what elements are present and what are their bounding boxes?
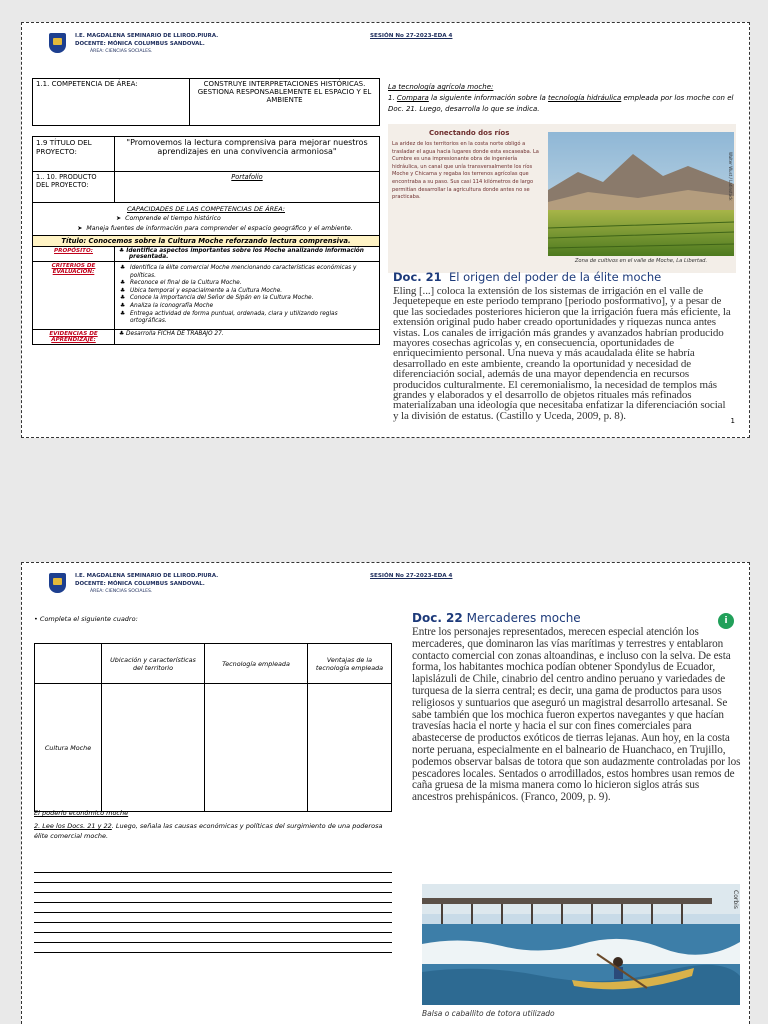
col-header-location: Ubicación y características del territorio xyxy=(102,644,205,684)
doc-21 xyxy=(393,271,733,421)
info-box-rivers xyxy=(388,124,736,273)
instruction-1: 1. Compara la siguiente información sobre la tecnología hidráulica empleada por los moche con el Doc. 21. Luego, desarrolla lo que se indica. xyxy=(388,94,734,113)
section-title-2: El poderío económico moche xyxy=(34,809,129,817)
criteria-cell xyxy=(115,262,380,330)
page-number: 1 xyxy=(730,417,735,425)
totora-boat-photo xyxy=(422,884,740,1005)
competence-table xyxy=(32,78,380,126)
capacity-1: ➤ Comprende el tiempo histórico xyxy=(116,215,221,222)
doc21-heading: Doc. 21 El origen del poder de la élite moche xyxy=(393,270,662,284)
school-crest-icon xyxy=(49,573,66,593)
title-value: "Promovemos la lectura comprensiva para mejorar nuestros aprendizajes en una convivencia armoniosa" xyxy=(115,137,380,172)
cell-technology[interactable] xyxy=(205,684,308,812)
capacity-2: ➤ Maneja fuentes de información para comprender el espacio geográfico y el ambiente. xyxy=(77,225,353,232)
photo-caption: Zona de cultivos en el valle de Moche, La Libertad. xyxy=(574,258,708,264)
school-name: I.E. MAGDALENA SEMINARIO DE LLIROD.PIURA. xyxy=(75,573,219,579)
info-box-text: La aridez de los territorios en la costa norte obligó a trasladar el agua hacia lugares donde esta escaseaba. La Cumbre es una impresionante obra de ingeniería hidráulica, un canal que unía transversalmente los ríos Moche y Chicama y regaba los terrenos agrícolas que encontraba a su paso. Sus casi 114 kilómetros de largo permitían desarrollar la agricultura donde antes no se practicaba. xyxy=(392,141,539,201)
section-1 xyxy=(388,83,738,115)
evidence-value: ♣ Desarrolla FICHA DE TRABAJO 27. xyxy=(115,329,380,344)
criteria-label: CRITERIOS DE EVALUACIÓN: xyxy=(33,262,115,330)
doc-22 xyxy=(412,611,742,804)
criteria-item: ♣ Analiza la iconografía Moche xyxy=(130,303,376,311)
info-badge-icon: i xyxy=(718,613,734,629)
completion-table xyxy=(34,643,392,812)
cell-advantages[interactable] xyxy=(308,684,392,812)
doc22-heading: Doc. 22 Mercaderes moche xyxy=(412,611,581,625)
table-instruction: • Completa el siguiente cuadro: xyxy=(34,615,138,623)
project-table xyxy=(32,136,380,345)
teacher-name: DOCENTE: MÓNICA COLUMBUS SANDOVAL. xyxy=(75,581,205,587)
criteria-item: ♣ Entrega actividad de forma puntual, ordenada, clara y utilizando reglas ortográficas. xyxy=(130,311,376,326)
answer-lines[interactable] xyxy=(34,863,392,953)
moche-valley-photo xyxy=(548,132,734,256)
page-2 xyxy=(21,562,750,1024)
photo-credit-2: Corbis xyxy=(732,890,739,909)
session-code: SESIÓN No 27-2023-EDA 4 xyxy=(370,33,453,39)
criteria-item: ♣ Identifica la élite comercial Moche mencionando características económicas y políticas. xyxy=(130,265,376,280)
criteria-item: ♣ Conoce la importancia del Señor de Sipán en la Cultura Moche. xyxy=(130,295,376,303)
topic-title: Título: Conocemos sobre la Cultura Moche reforzando lectura comprensiva. xyxy=(33,236,380,247)
evidence-label: EVIDENCIAS DE APRENDIZAJE: xyxy=(33,329,115,344)
cell-location[interactable] xyxy=(102,684,205,812)
photo-caption-2: Balsa o caballito de totora utilizado xyxy=(422,1009,555,1018)
page-1 xyxy=(21,22,750,438)
title-label: 1.9 TÍTULO DEL PROYECTO: xyxy=(33,137,115,172)
criteria-item: ♣ Reconoce el final de la Cultura Moche. xyxy=(130,280,376,288)
col-header-technology: Tecnología empleada xyxy=(205,644,308,684)
school-name: I.E. MAGDALENA SEMINARIO DE LLIROD.PIURA. xyxy=(75,33,219,39)
criteria-item: ♣ Ubica temporal y espacialmente a la Cultura Moche. xyxy=(130,288,376,296)
area-name: ÁREA: CIENCIAS SOCIALES. xyxy=(90,589,153,594)
instruction-2: 2. Lee los Docs. 21 y 22. Luego, señala las causas económicas y políticas del surgimiento de una poderosa élite comercial moche. xyxy=(34,822,383,840)
criteria-list xyxy=(130,265,376,326)
col-header-advantages: Ventajas de la tecnología empleada xyxy=(308,644,392,684)
product-label: 1.. 10. PRODUCTO DEL PROYECTO: xyxy=(33,172,115,203)
section-title: La tecnología agrícola moche: xyxy=(388,83,494,91)
empty-header xyxy=(35,644,102,684)
doc22-text: Entre los personajes representados, merecen especial atención los mercaderes, que dominaron las vías marítimas y terrestres y entablaron contacto comercial con zonas altoandinas, e incluso con la selva. De esta forma, los habitantes mochica podían obtener Spondylus de Ecuador, lapislázuli de Chile, cinabrio del centro andino peruano y variedades de turquesa de la sierra central; es decir, una gama de productos para usos religiosos y suntuarios que aseguró un magistral desarrollo artesanal. Se sabe también que los mochica fueron expertos navegantes y que hacían travesías hacia el norte y hacia el sur con fines comerciales para abastecerse de productos exóticos de tierras lejanas. Aun hoy, en la costa norte peruana, especialmente en el balneario de Huanchaco, en Trujillo, podemos observar balsas de totora que son audazmente controladas por los pescadores locales. Sentados o arrodillados, estos hombres usan remos de caña gruesa de la misma manera como lo hicieron siglos atrás sus ancestros prehispánicos. (Franco, 2009, p. 9). xyxy=(412,626,741,804)
photo-credit: Walter Wust / Latinstock xyxy=(728,152,733,201)
competence-value: CONSTRUYE INTERPRETACIONES HISTÓRICAS. GESTIONA RESPONSABLEMENTE EL ESPACIO Y EL AMBIENTE xyxy=(190,79,380,126)
teacher-name: DOCENTE: MÓNICA COLUMBUS SANDOVAL. xyxy=(75,41,205,47)
row-label-culture: Cultura Moche xyxy=(35,684,102,812)
purpose-value: ♣ Identifica aspectos importantes sobre los Moche analizando información presentada. xyxy=(115,247,380,262)
school-crest-icon xyxy=(49,33,66,53)
product-value: Portafolio xyxy=(115,172,380,203)
page-header xyxy=(49,571,739,597)
competence-label: 1.1. COMPETENCIA DE ÁREA: xyxy=(33,79,190,126)
purpose-label: PROPÓSITO: xyxy=(33,247,115,262)
session-code: SESIÓN No 27-2023-EDA 4 xyxy=(370,573,453,579)
doc21-text: Eling [...] coloca la extensión de los sistemas de irrigación en el valle de Jequetepeque en este periodo temprano [periodo posformativo], y a pesar de que las sociedades posteriores hicieron que la irrigación fuera más eficiente, la extensión original pudo haber creado oportunidades y riquezas nunca antes vistas. Los canales de irrigación más grandes y avanzados habrían producido mayores cosechas agrícolas y, en consecuencia, oportunidades de enriquecimiento personal. Una nueva y más acaudalada élite se habría desarrollado en este ambiente, creando la oportunidad y necesidad de diferenciación social, además de una mayor dependencia en recursos producidos culturalmente. El ceremonialismo, la necesidad de templos más grandes y elaborados y el desarrollo de objetos rituales más refinados materializaban una ideología que necesitaba enfatizar la diferenciación social y la división de estatus. (Castillo y Uceda, 2009, p. 8). xyxy=(393,285,731,422)
capacities-cell xyxy=(33,203,380,236)
capacities-title: CAPACIDADES DE LAS COMPETENCIAS DE ÁREA: xyxy=(126,205,285,213)
info-box-title: Conectando dos ríos xyxy=(429,129,510,137)
area-name: ÁREA: CIENCIAS SOCIALES. xyxy=(90,49,153,54)
page-header xyxy=(49,31,739,57)
